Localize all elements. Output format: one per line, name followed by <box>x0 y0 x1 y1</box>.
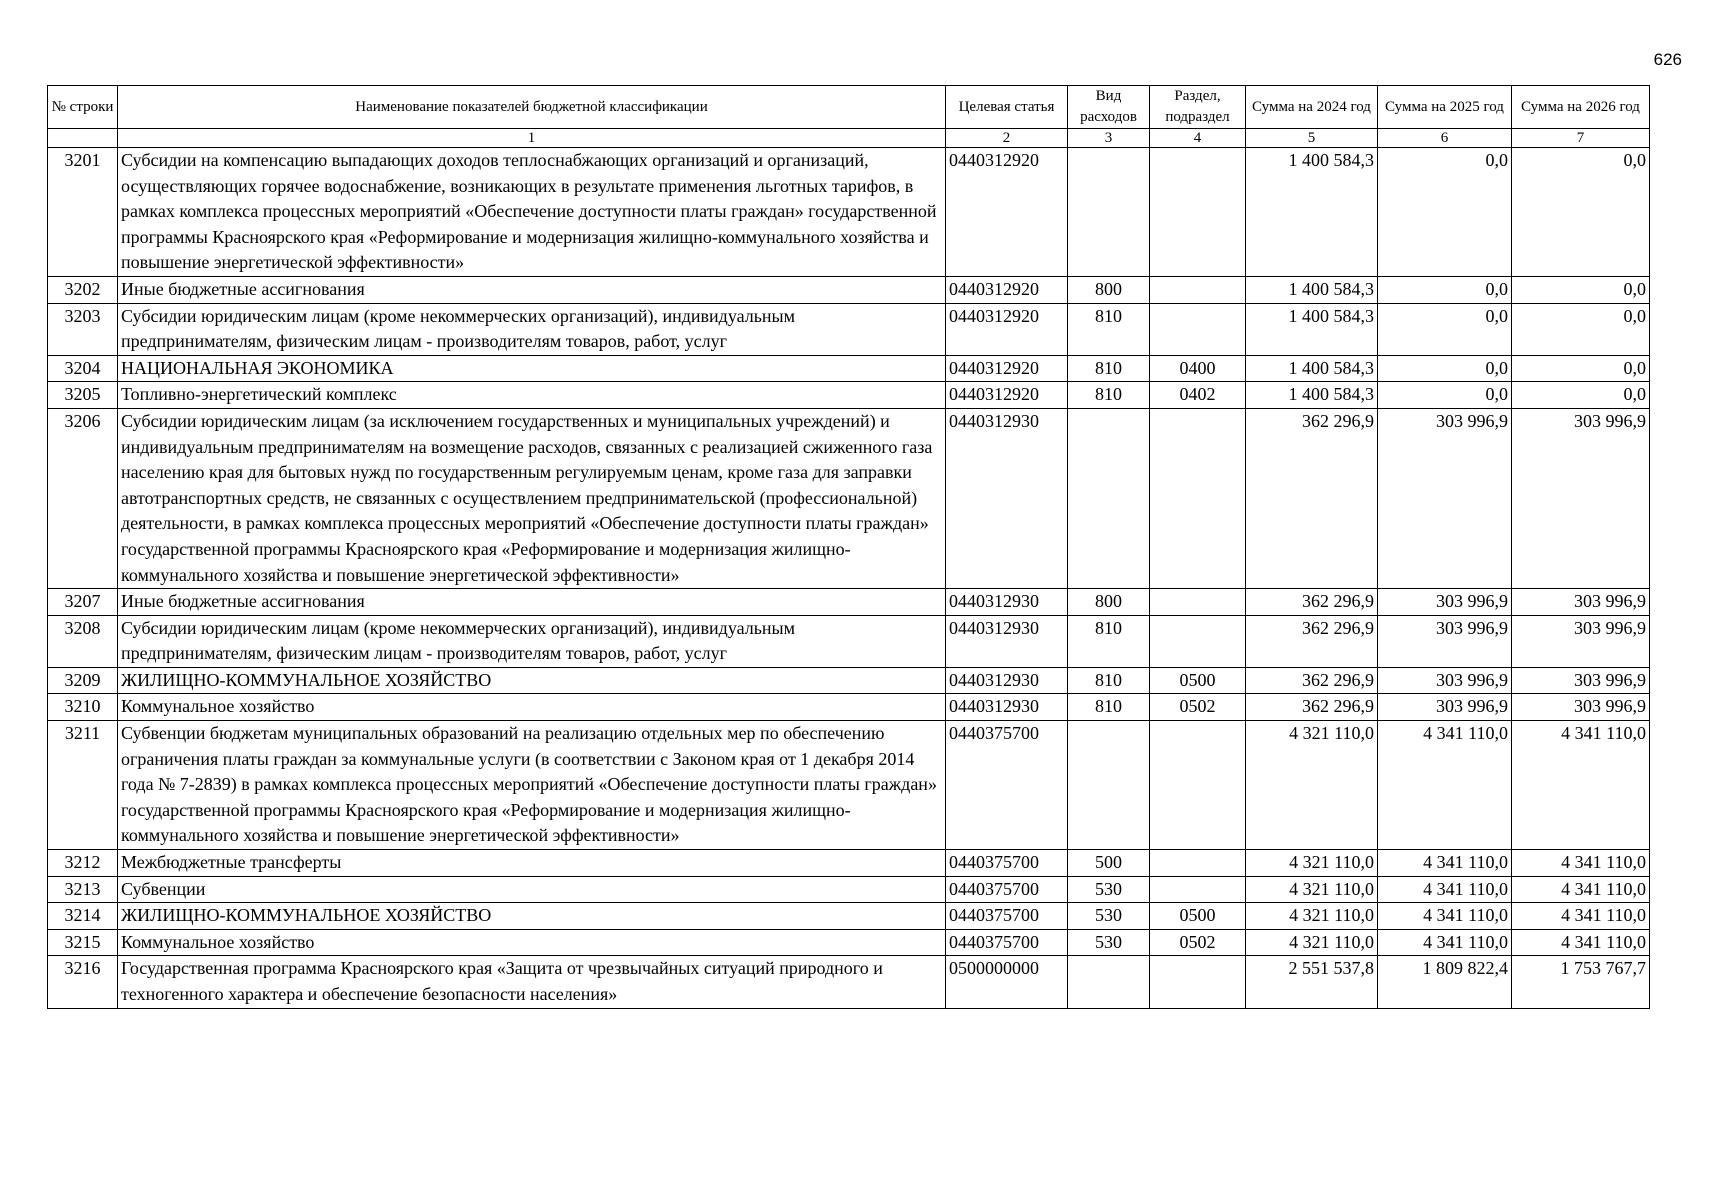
row-target-article: 0440312920 <box>946 303 1068 355</box>
row-sum-2024: 362 296,9 <box>1246 408 1378 588</box>
row-target-article: 0440312930 <box>946 694 1068 721</box>
row-sum-2024: 4 321 110,0 <box>1246 721 1378 850</box>
row-sum-2025: 4 341 110,0 <box>1378 721 1512 850</box>
row-expense-kind: 800 <box>1068 589 1150 616</box>
row-name: Субсидии юридическим лицам (за исключением государственных и муниципальных учреждений) и индивидуальным предпринимателям на возмещение расходов, связанных с реализацией сжиженного газа населению края для бытовых нужд по государственным регулируемым ценам, кроме газа для заправки автотранспортных средств, не связанных с осуществлением предпринимательской (профессиональной) деятельности, в рамках комплекса процессных мероприятий «Обеспечение доступности платы граждан» государственной программы Красноярского края «Реформирование и модернизация жилищно-коммунального хозяйства и повышение энергетической эффективности» <box>118 408 946 588</box>
row-name: Коммунальное хозяйство <box>118 929 946 956</box>
row-target-article: 0440312920 <box>946 382 1068 409</box>
row-section <box>1150 876 1246 903</box>
row-name: НАЦИОНАЛЬНАЯ ЭКОНОМИКА <box>118 355 946 382</box>
row-target-article: 0440312920 <box>946 276 1068 303</box>
header-row <box>48 86 1650 129</box>
table-row <box>48 850 1650 877</box>
column-number: 5 <box>1246 129 1378 148</box>
row-number: 3202 <box>48 276 118 303</box>
table-row <box>48 929 1650 956</box>
row-expense-kind: 530 <box>1068 903 1150 930</box>
row-sum-2026: 4 341 110,0 <box>1512 876 1650 903</box>
header-section: Раздел, подраздел <box>1150 86 1246 129</box>
row-name: Субсидии юридическим лицам (кроме некоммерческих организаций), индивидуальным предпринимателям, физическим лицам - производителям товаров, работ, услуг <box>118 615 946 667</box>
row-section: 0400 <box>1150 355 1246 382</box>
header-target-article: Целевая статья <box>946 86 1068 129</box>
table-row <box>48 276 1650 303</box>
row-sum-2026: 303 996,9 <box>1512 615 1650 667</box>
page-number: 626 <box>1653 50 1682 69</box>
row-section: 0402 <box>1150 382 1246 409</box>
row-number: 3206 <box>48 408 118 588</box>
row-number: 3209 <box>48 667 118 694</box>
row-name: Государственная программа Красноярского края «Защита от чрезвычайных ситуаций природного и техногенного характера и обеспечение безопасности населения» <box>118 956 946 1008</box>
column-number: 7 <box>1512 129 1650 148</box>
budget-table <box>47 85 1650 1009</box>
row-sum-2026: 303 996,9 <box>1512 589 1650 616</box>
row-expense-kind: 810 <box>1068 355 1150 382</box>
header-expense-kind: Вид расходов <box>1068 86 1150 129</box>
row-section: 0500 <box>1150 667 1246 694</box>
row-sum-2026: 0,0 <box>1512 355 1650 382</box>
row-section <box>1150 589 1246 616</box>
table-row <box>48 903 1650 930</box>
table-row <box>48 303 1650 355</box>
row-number: 3203 <box>48 303 118 355</box>
row-expense-kind: 800 <box>1068 276 1150 303</box>
row-sum-2025: 4 341 110,0 <box>1378 929 1512 956</box>
row-number: 3210 <box>48 694 118 721</box>
row-sum-2025: 1 809 822,4 <box>1378 956 1512 1008</box>
column-number: 3 <box>1068 129 1150 148</box>
row-name: Иные бюджетные ассигнования <box>118 276 946 303</box>
table-row <box>48 694 1650 721</box>
row-section <box>1150 850 1246 877</box>
column-number: 1 <box>118 129 946 148</box>
row-sum-2025: 303 996,9 <box>1378 667 1512 694</box>
row-number: 3214 <box>48 903 118 930</box>
row-sum-2025: 0,0 <box>1378 355 1512 382</box>
row-section: 0502 <box>1150 694 1246 721</box>
column-numbers-row <box>48 129 1650 148</box>
row-sum-2024: 362 296,9 <box>1246 589 1378 616</box>
row-sum-2025: 4 341 110,0 <box>1378 903 1512 930</box>
row-expense-kind: 810 <box>1068 615 1150 667</box>
row-name: Коммунальное хозяйство <box>118 694 946 721</box>
table-row <box>48 148 1650 277</box>
row-target-article: 0440312920 <box>946 148 1068 277</box>
row-target-article: 0440375700 <box>946 721 1068 850</box>
row-name: Субсидии юридическим лицам (кроме некоммерческих организаций), индивидуальным предпринимателям, физическим лицам - производителям товаров, работ, услуг <box>118 303 946 355</box>
row-name: Субвенции <box>118 876 946 903</box>
table-row <box>48 355 1650 382</box>
row-sum-2025: 4 341 110,0 <box>1378 850 1512 877</box>
row-expense-kind: 810 <box>1068 382 1150 409</box>
column-number: 2 <box>946 129 1068 148</box>
row-name: Субвенции бюджетам муниципальных образований на реализацию отдельных мер по обеспечению ограничения платы граждан за коммунальные услуги (в соответствии с Законом края от 1 декабря 2014 года № 7-2839) в рамках комплекса процессных мероприятий «Обеспечение доступности платы граждан» государственной программы Красноярского края «Реформирование и модернизация жилищно-коммунального хозяйства и повышение энергетической эффективности» <box>118 721 946 850</box>
column-number-empty <box>48 129 118 148</box>
row-sum-2026: 0,0 <box>1512 276 1650 303</box>
row-sum-2025: 303 996,9 <box>1378 694 1512 721</box>
row-number: 3216 <box>48 956 118 1008</box>
column-number: 4 <box>1150 129 1246 148</box>
header-sum-2025: Сумма на 2025 год <box>1378 86 1512 129</box>
row-sum-2026: 4 341 110,0 <box>1512 721 1650 850</box>
row-sum-2026: 4 341 110,0 <box>1512 929 1650 956</box>
table-row <box>48 721 1650 850</box>
header-row-no: № строки <box>48 86 118 129</box>
row-sum-2024: 362 296,9 <box>1246 667 1378 694</box>
row-sum-2024: 4 321 110,0 <box>1246 876 1378 903</box>
row-section: 0500 <box>1150 903 1246 930</box>
row-target-article: 0440375700 <box>946 903 1068 930</box>
row-sum-2026: 4 341 110,0 <box>1512 903 1650 930</box>
row-section <box>1150 276 1246 303</box>
row-sum-2024: 1 400 584,3 <box>1246 148 1378 277</box>
row-sum-2024: 362 296,9 <box>1246 615 1378 667</box>
row-section <box>1150 615 1246 667</box>
row-sum-2025: 303 996,9 <box>1378 589 1512 616</box>
row-number: 3211 <box>48 721 118 850</box>
row-target-article: 0440375700 <box>946 850 1068 877</box>
row-section <box>1150 408 1246 588</box>
table-row <box>48 382 1650 409</box>
row-number: 3208 <box>48 615 118 667</box>
row-target-article: 0440312930 <box>946 589 1068 616</box>
table-row <box>48 667 1650 694</box>
row-target-article: 0440312930 <box>946 408 1068 588</box>
row-section <box>1150 956 1246 1008</box>
row-sum-2026: 303 996,9 <box>1512 408 1650 588</box>
row-name: ЖИЛИЩНО-КОММУНАЛЬНОЕ ХОЗЯЙСТВО <box>118 903 946 930</box>
row-expense-kind: 530 <box>1068 876 1150 903</box>
row-name: ЖИЛИЩНО-КОММУНАЛЬНОЕ ХОЗЯЙСТВО <box>118 667 946 694</box>
row-section <box>1150 148 1246 277</box>
row-target-article: 0440375700 <box>946 929 1068 956</box>
row-sum-2026: 0,0 <box>1512 148 1650 277</box>
row-number: 3207 <box>48 589 118 616</box>
row-number: 3201 <box>48 148 118 277</box>
row-number: 3213 <box>48 876 118 903</box>
row-sum-2024: 4 321 110,0 <box>1246 903 1378 930</box>
row-sum-2024: 2 551 537,8 <box>1246 956 1378 1008</box>
row-sum-2025: 0,0 <box>1378 148 1512 277</box>
row-name: Межбюджетные трансферты <box>118 850 946 877</box>
row-sum-2025: 0,0 <box>1378 276 1512 303</box>
row-number: 3204 <box>48 355 118 382</box>
row-expense-kind <box>1068 956 1150 1008</box>
row-sum-2026: 4 341 110,0 <box>1512 850 1650 877</box>
row-name: Топливно-энергетический комплекс <box>118 382 946 409</box>
row-expense-kind: 500 <box>1068 850 1150 877</box>
header-name: Наименование показателей бюджетной классификации <box>118 86 946 129</box>
row-target-article: 0500000000 <box>946 956 1068 1008</box>
row-sum-2026: 303 996,9 <box>1512 694 1650 721</box>
row-target-article: 0440312920 <box>946 355 1068 382</box>
row-expense-kind <box>1068 148 1150 277</box>
table-row <box>48 615 1650 667</box>
row-expense-kind <box>1068 721 1150 850</box>
row-sum-2026: 303 996,9 <box>1512 667 1650 694</box>
row-sum-2024: 1 400 584,3 <box>1246 355 1378 382</box>
row-sum-2025: 0,0 <box>1378 303 1512 355</box>
row-sum-2024: 1 400 584,3 <box>1246 382 1378 409</box>
table-row <box>48 956 1650 1008</box>
row-name: Субсидии на компенсацию выпадающих доходов теплоснабжающих организаций и организаций, осуществляющих горячее водоснабжение, возникающих в результате применения льготных тарифов, в рамках комплекса процессных мероприятий «Обеспечение доступности платы граждан» государственной программы Красноярского края «Реформирование и модернизация жилищно-коммунального хозяйства и повышение энергетической эффективности» <box>118 148 946 277</box>
row-expense-kind: 810 <box>1068 667 1150 694</box>
row-section: 0502 <box>1150 929 1246 956</box>
header-sum-2024: Сумма на 2024 год <box>1246 86 1378 129</box>
row-sum-2025: 303 996,9 <box>1378 408 1512 588</box>
row-section <box>1150 303 1246 355</box>
table-row <box>48 589 1650 616</box>
row-target-article: 0440312930 <box>946 667 1068 694</box>
row-target-article: 0440312930 <box>946 615 1068 667</box>
row-expense-kind: 810 <box>1068 694 1150 721</box>
row-target-article: 0440375700 <box>946 876 1068 903</box>
header-sum-2026: Сумма на 2026 год <box>1512 86 1650 129</box>
row-expense-kind <box>1068 408 1150 588</box>
row-sum-2024: 4 321 110,0 <box>1246 850 1378 877</box>
row-number: 3212 <box>48 850 118 877</box>
row-expense-kind: 530 <box>1068 929 1150 956</box>
row-sum-2025: 4 341 110,0 <box>1378 876 1512 903</box>
table-row <box>48 876 1650 903</box>
row-number: 3215 <box>48 929 118 956</box>
row-sum-2026: 1 753 767,7 <box>1512 956 1650 1008</box>
row-sum-2024: 1 400 584,3 <box>1246 276 1378 303</box>
row-sum-2025: 303 996,9 <box>1378 615 1512 667</box>
table-row <box>48 408 1650 588</box>
row-sum-2026: 0,0 <box>1512 303 1650 355</box>
row-sum-2024: 4 321 110,0 <box>1246 929 1378 956</box>
row-sum-2025: 0,0 <box>1378 382 1512 409</box>
row-sum-2024: 362 296,9 <box>1246 694 1378 721</box>
row-number: 3205 <box>48 382 118 409</box>
row-expense-kind: 810 <box>1068 303 1150 355</box>
row-sum-2024: 1 400 584,3 <box>1246 303 1378 355</box>
column-number: 6 <box>1378 129 1512 148</box>
row-section <box>1150 721 1246 850</box>
row-name: Иные бюджетные ассигнования <box>118 589 946 616</box>
row-sum-2026: 0,0 <box>1512 382 1650 409</box>
